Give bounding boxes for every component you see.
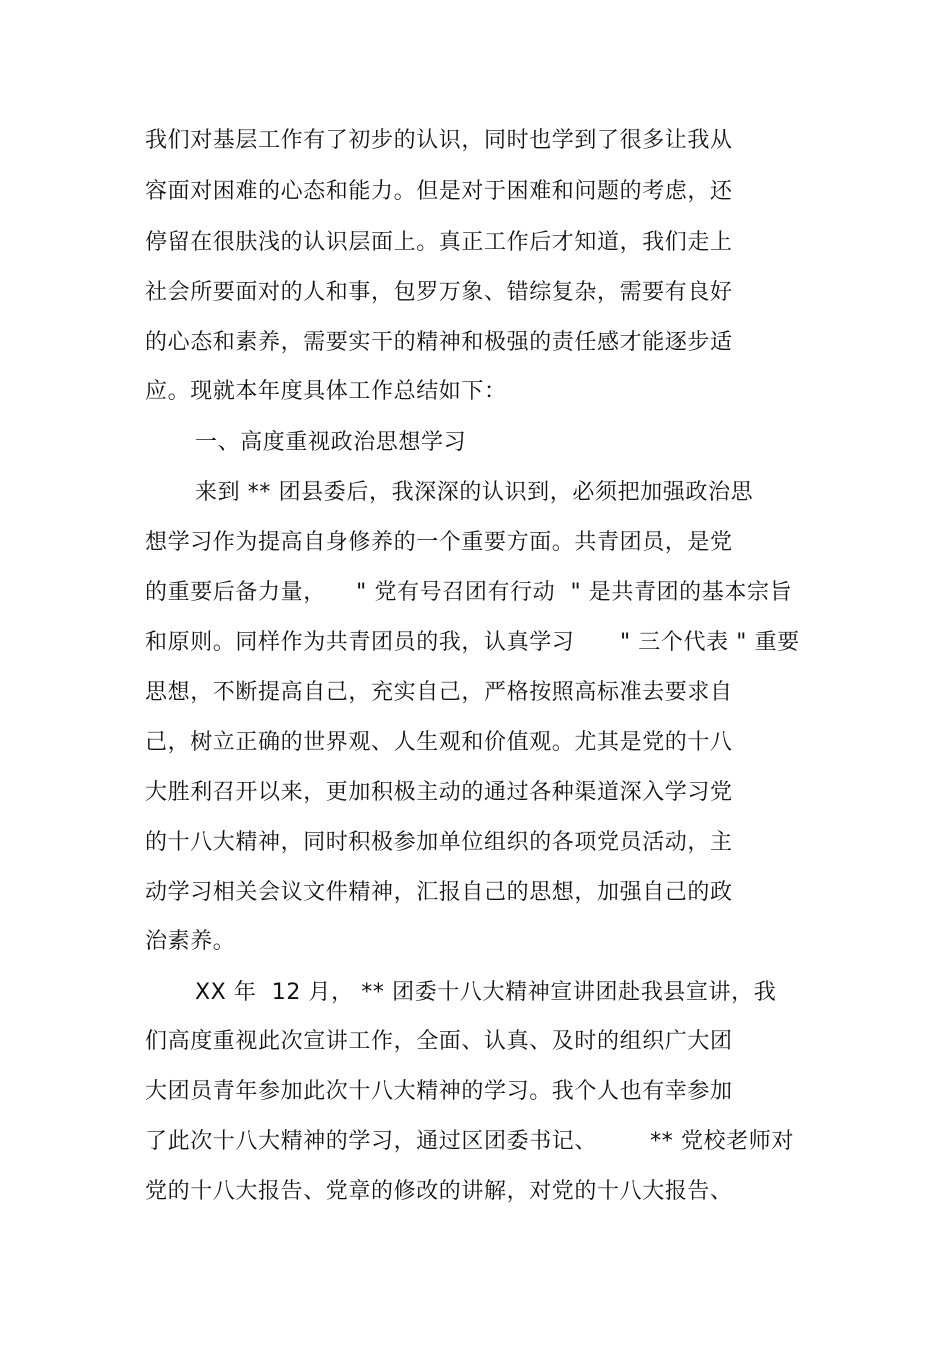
text-line: 己，树立正确的世界观、人生观和价值观。尤其是党的十八 bbox=[145, 730, 733, 755]
text-line: 容面对困难的心态和能力。但是对于困难和问题的考虑，还 bbox=[145, 179, 733, 204]
text-line: 社会所要面对的人和事，包罗万象、错综复杂，需要有良好 bbox=[145, 280, 733, 305]
text-line: 党的十八大报告、党章的修改的讲解，对党的十八大报告、 bbox=[145, 1179, 733, 1204]
text-line: 动学习相关会议文件精神，汇报自己的思想，加强自己的政 bbox=[145, 880, 733, 905]
text-line: 应。现就本年度具体工作总结如下： bbox=[145, 379, 507, 404]
text-line: 治素养。 bbox=[145, 929, 236, 954]
paragraph-start: 来到 ** 团县委后，我深深的认识到，必须把加强政治思 bbox=[195, 480, 754, 505]
text-line: 了此次十八大精神的学习，通过区团委书记、 ** 党校老师对 bbox=[145, 1129, 794, 1154]
text-line: 大团员青年参加此次十八大精神的学习。我个人也有幸参加 bbox=[145, 1079, 733, 1104]
text-line: 停留在很肤浅的认识层面上。真正工作后才知道，我们走上 bbox=[145, 230, 733, 255]
text-line: 思想，不断提高自己，充实自己，严格按照高标准去要求自 bbox=[145, 680, 733, 705]
text-line: 们高度重视此次宣讲工作，全面、认真、及时的组织广大团 bbox=[145, 1029, 733, 1054]
paragraph-start: XX 年 12 月， ** 团委十八大精神宣讲团赴我县宣讲，我 bbox=[195, 980, 777, 1005]
text-line: 大胜利召开以来，更加积极主动的通过各种渠道深入学习党 bbox=[145, 780, 733, 805]
text-line: 的十八大精神，同时积极参加单位组织的各项党员活动，主 bbox=[145, 830, 733, 855]
text-line: 的心态和素养，需要实干的精神和极强的责任感才能逐步适 bbox=[145, 330, 733, 355]
text-line: 想学习作为提高自身修养的一个重要方面。共青团员，是党 bbox=[145, 530, 733, 555]
text-line: 的重要后备力量， " 党有号召团有行动 " 是共青团的基本宗旨 bbox=[145, 580, 793, 605]
text-line: 我们对基层工作有了初步的认识，同时也学到了很多让我从 bbox=[145, 128, 733, 153]
text-line: 和原则。同样作为共青团员的我，认真学习 " 三个代表 " 重要 bbox=[145, 630, 800, 655]
section-heading: 一、高度重视政治思想学习 bbox=[195, 430, 467, 455]
